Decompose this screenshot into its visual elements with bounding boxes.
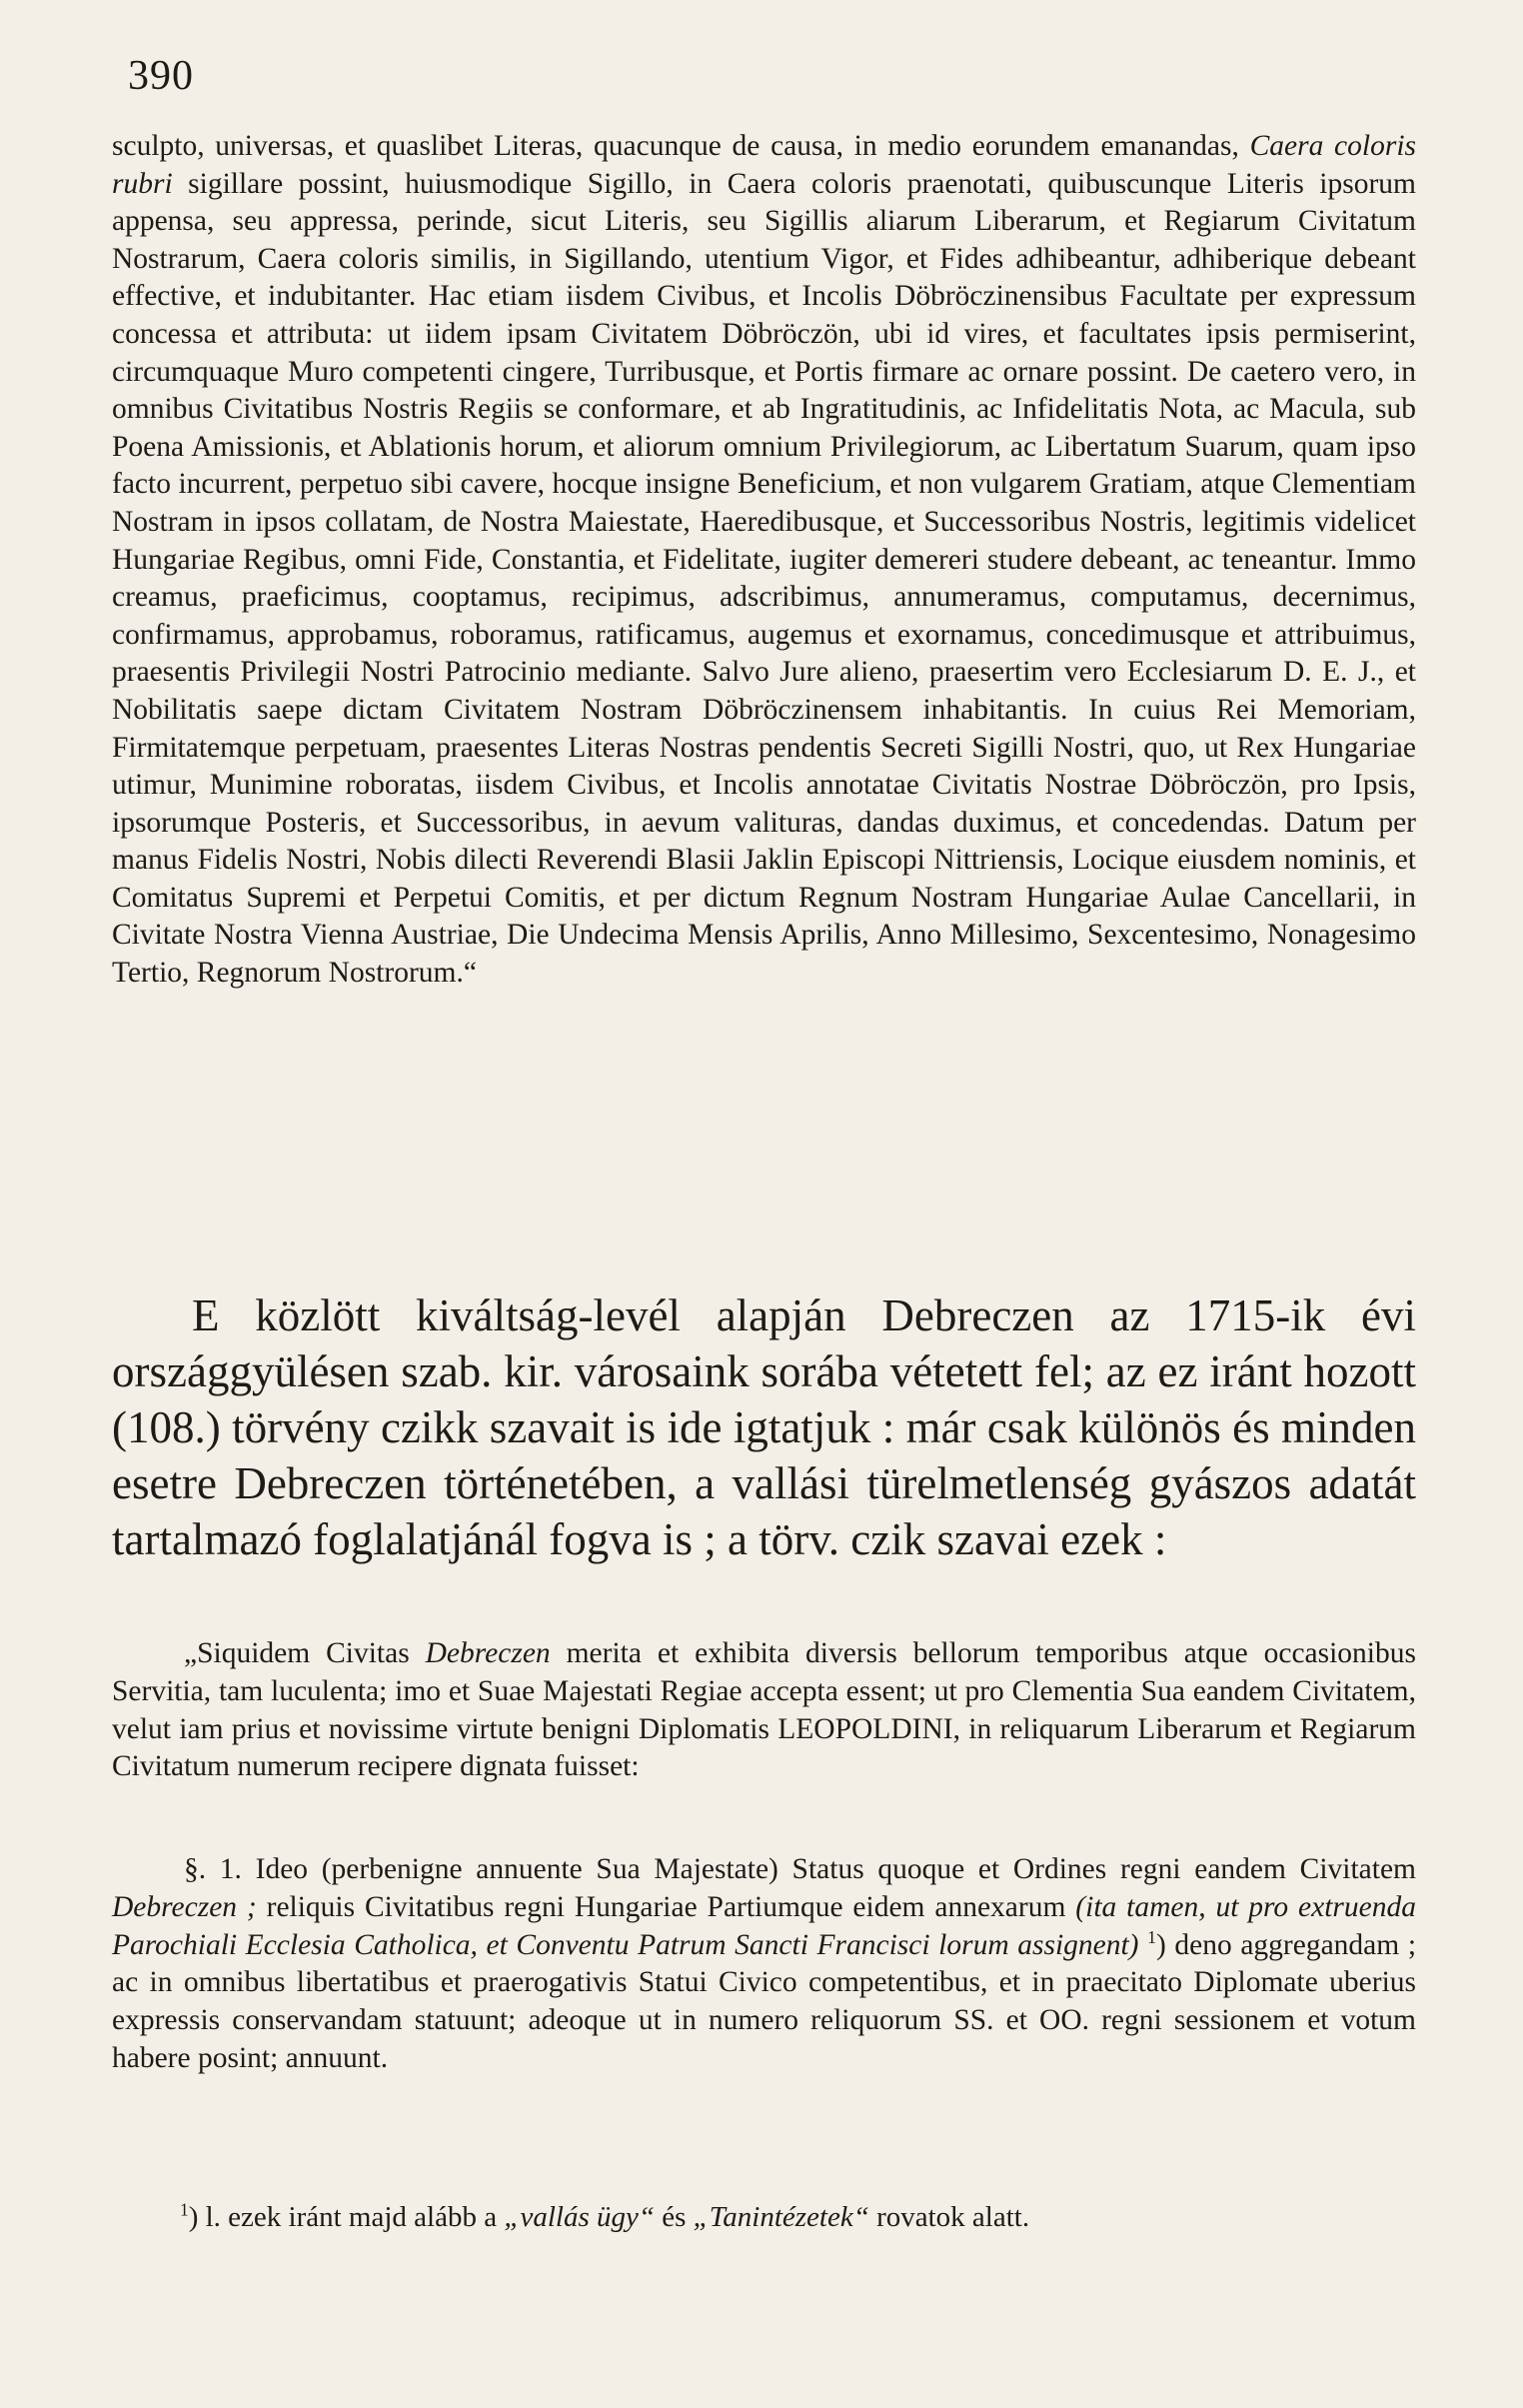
footnote-italic-phrase: „Tanintézetek“ (693, 2201, 869, 2233)
footnote-italic-phrase: „vallás ügy“ (504, 2201, 655, 2233)
footnote-reference: 1 (1147, 1926, 1156, 1947)
quote-italic-phrase: (ita tamen, ut pro extruenda Parochiali Ecclesia Catholica, et Conventu Patrum Sancti Francisci lorum assignent) (112, 1890, 1417, 1961)
latin-text-segment: sigillare possint, huiusmodique Sigillo, in Caera coloris praenotati, quibuscunque Literis ipsorum appensa, seu appressa, perinde, sicut Literis, seu Sigillis aliarum Liberarum, et Regiarum Civitatum Nostrarum, Caera coloris similis, in Sigillando, utentium Vigor, et Fides adhibeantur, adhiberique debeant effective, et indubitanter. Hac etiam iisdem Civibus, et Incolis Döbröczinensibus Facultate per expressum concessa et attributa: ut iidem ipsam Civitatem Döbröczön, ubi id vires, et facultates ipsis permiserint, circumquaque Muro competenti cingere, Turribusque, et Portis firmare ac ornare possint. De caetero vero, in omnibus Civitatibus Nostris Regiis se conformare, et ab Ingratitudinis, ac Infidelitatis Nota, ac Macula, sub Poena Amissionis, et Ablationis horum, et aliorum omnium Privilegiorum, ac Libertatum Suarum, quam ipso facto incurrent, perpetuo sibi cavere, hocque insigne Beneficium, et non vulgarem Gratiam, atque Clementiam Nostram in ipsos collatam, de Nostra Maiestate, Haeredibusque, et Successoribus Nostris, legitimis videlicet Hungariae Regibus, omni Fide, Constantia, et Fidelitate, iugiter demereri studere debeant, ac teneantur. Immo creamus, praeficimus, cooptamus, recipimus, adscribimus, annumeramus, computamus, decernimus, confirmamus, approbamus, roboramus, ratificamus, augemus et exornamus, concedimusque et attribuimus, praesentis Privilegii Nostri Patrocinio mediante. Salvo Jure alieno, praesertim vero Ecclesiarum D. E. J., et Nobilitatis saepe dictam Civitatem Nostram Döbröczinensem inhabitantis. In cuius Rei Memoriam, Firmitatemque perpetuam, praesentes Literas Nostras pendentis Secreti Sigilli Nostri, quo, ut Rex Hungariae utimur, Munimine roboratas, iisdem Civibus, et Incolis annotatae Civitatis Nostrae Döbröczön, pro Ipsis, ipsorumque Posteris, et Successoribus, in aevum valituras, dandas duximus, et concedendas. Datum per manus Fidelis Nostri, Nobis dilecti Reverendi Blasii Jaklin Episcopi Nittriensis, Locique eiusdem nominis, et Comitatus Supremi et Perpetui Comitis, et per dictum Regnum Nostram Hungariae Aulae Cancellarii, in Civitate Nostra Vienna Austriae, Die Undecima Mensis Aprilis, Anno Millesimo, Sexcentesimo, Nonagesimo Tertio, Regnorum Nostrorum.“ (112, 167, 1417, 990)
latin-text-segment: sculpto, universas, et quaslibet Literas, quacunque de causa, in medio eorundem emanandas, (112, 130, 1239, 162)
latin-italic-phrase: Caera coloris rubri (112, 130, 1417, 200)
quote-text-segment: ) deno aggregandam ; ac in omnibus libertatibus et praerogativis Statui Civico competentibus, et in praecitato Diplomate uberius expressis conservandam statuunt; adeoque ut in numero reliquorum SS. et OO. regni sessionem et votum habere posint; annuunt. (112, 1928, 1417, 2074)
quote-text-segment: §. 1. Ideo (perbenigne annuente Sua Majestate) Status quoque et Ordines regni eandem Civitatem (184, 1853, 1416, 1885)
law-article-preamble (112, 1635, 1416, 1786)
quote-text-segment: merita et exhibita diversis bellorum temporibus atque occasionibus Servitia, tam luculenta; imo et Suae Majestati Regiae accepta essent; ut pro Clementia Sua eandem Civitatem, velut iam prius et novissime virtute benigni Diplomatis LEOPOLDINI, in reliquarum Liberarum et Regiarum Civitatum numerum recipere dignata fuisset: (112, 1637, 1416, 1783)
law-article-paragraph (112, 1851, 1416, 2078)
latin-privilege-text (112, 128, 1416, 993)
footnote-text-segment: és (662, 2201, 687, 2233)
quote-italic-phrase: Debreczen ; (112, 1890, 257, 1923)
footnote-text-segment: ) l. ezek iránt majd alább a (188, 2201, 498, 2233)
hungarian-commentary: E közlött kiváltság-levél alapján Debreczen az 1715-ik évi országgyülésen szab. kir. városaink sorába vétetett fel; az ez iránt hozott (108.) törvény czikk szavait is ide igtatjuk : már csak különös és minden esetre Debreczen történetében, a vallási türelmetlenség gyászos adatát tartalmazó foglalatjánál fogva is ; a törv. czik szavai ezek : (112, 1290, 1416, 1564)
footnote (180, 2199, 1416, 2235)
quote-text-segment: reliquis Civitatibus regni Hungariae Partiumque eidem annexarum (266, 1890, 1066, 1923)
footnote-mark: 1 (180, 2199, 189, 2220)
footnote-text-segment: rovatok alatt. (876, 2201, 1030, 2233)
quote-text-segment: „Siquidem Civitas (184, 1637, 410, 1669)
page-number: 390 (128, 53, 194, 99)
quote-italic-phrase: Debreczen (425, 1637, 551, 1669)
